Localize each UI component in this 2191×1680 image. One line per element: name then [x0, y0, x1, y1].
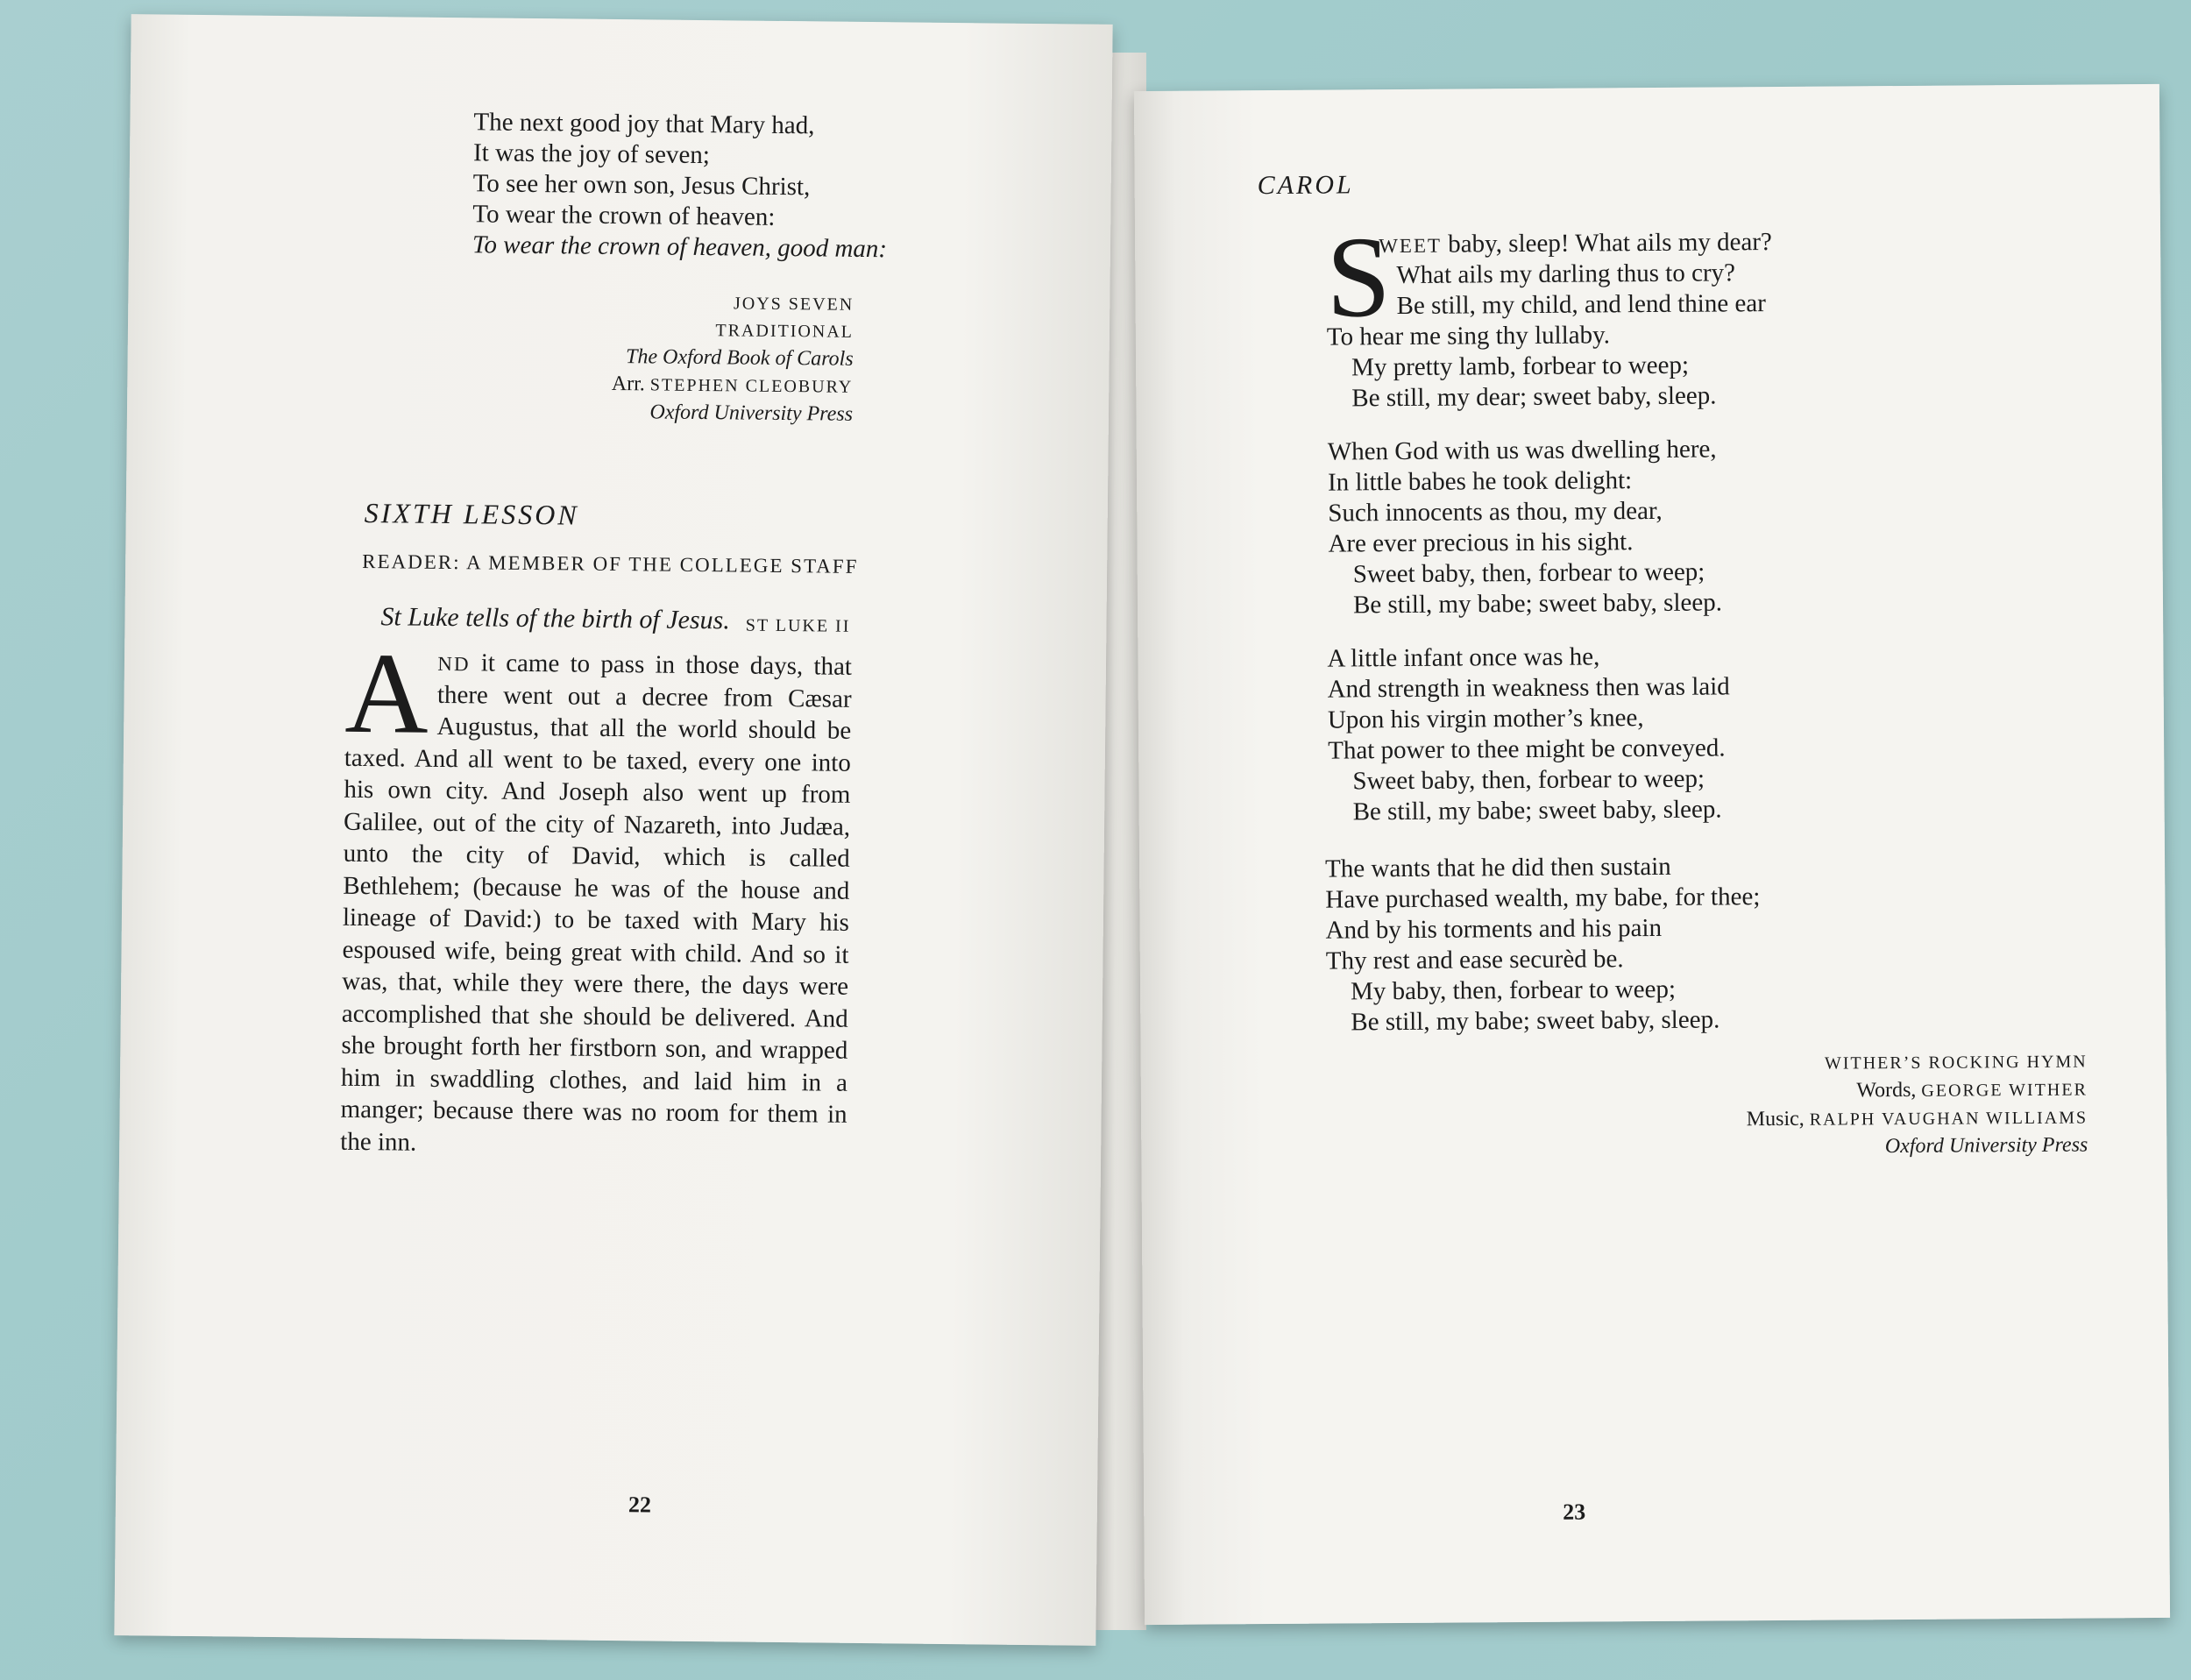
carol-stanza-3 [1327, 641, 1731, 827]
page-number-right: 23 [1563, 1499, 1586, 1525]
lesson-smallcaps: ND [437, 652, 471, 676]
lesson-summary: St Luke tells of the birth of Jesus. [380, 602, 730, 635]
right-page [1134, 84, 2170, 1625]
verse-line: Thy rest and ease securèd be. [1325, 945, 1624, 975]
lesson-reference: ST LUKE II [745, 615, 851, 636]
carol-credit [1597, 1049, 2088, 1163]
credit-words-prefix: Words, [1856, 1078, 1917, 1102]
verse-line: A little infant once was he, [1327, 642, 1600, 673]
credit-source: TRADITIONAL [715, 321, 854, 342]
verse-line: Sweet baby, then, forbear to weep; [1352, 764, 1705, 796]
credit-publisher: Oxford University Press [649, 401, 854, 426]
verse-line: When God with us was dwelling here, [1327, 435, 1717, 466]
verse-line [1326, 227, 1772, 261]
verse-line: What ails my darling thus to cry? [1396, 259, 1736, 290]
carol-dropcap: S [1325, 212, 1392, 342]
verse-line: To wear the crown of heaven: [472, 200, 776, 231]
credit-arranger: STEPHEN CLEOBURY [649, 375, 854, 397]
joys-seven-credit [415, 287, 854, 429]
lesson-heading: SIXTH LESSON [364, 497, 579, 531]
credit-words-line [1597, 1076, 2088, 1108]
verse-line: Are ever precious in his sight. [1328, 528, 1634, 558]
verse-line: Sweet baby, then, forbear to weep; [1352, 557, 1705, 589]
lesson-reader: READER: A MEMBER OF THE COLLEGE STAFF [362, 549, 859, 578]
credit-publisher: Oxford University Press [1884, 1133, 2088, 1159]
verse-line: Such innocents as thou, my dear, [1328, 496, 1663, 528]
verse-line: To see her own son, Jesus Christ, [472, 169, 811, 202]
carol-heading: CAROL [1257, 170, 1354, 201]
lesson-dropcap: A [344, 627, 429, 758]
carol-stanza-2 [1328, 434, 1722, 620]
verse-line: To hear me sing thy lullaby. [1326, 321, 1611, 351]
verse-line: It was the joy of seven; [472, 138, 711, 170]
verse-line: That power to thee might be conveyed. [1328, 734, 1726, 765]
credit-book: The Oxford Book of Carols [625, 345, 854, 371]
verse-line: The wants that he did then sustain [1324, 852, 1671, 883]
verse-line: Be still, my babe; sweet baby, sleep. [1351, 1005, 1720, 1037]
credit-arr-prefix: Arr. [611, 372, 645, 396]
credit-music-author: RALPH VAUGHAN WILLIAMS [1809, 1108, 2088, 1130]
verse-line: Be still, my dear; sweet baby, sleep. [1351, 381, 1717, 413]
verse-line: Upon his virgin mother’s knee, [1327, 704, 1644, 734]
verse-line: In little babes he took delight: [1327, 466, 1633, 497]
carol-first-line: baby, sleep! What ails my dear? [1441, 228, 1772, 259]
verse-line: Be still, my babe; sweet baby, sleep. [1352, 795, 1722, 826]
carol-smallcaps: WEET [1379, 234, 1443, 258]
verse-line: The next good joy that Mary had, [473, 108, 815, 140]
lesson-body: it came to pass in those days, that there went out a decree from Cæsar Augustus, that all the world should be taxed. And all went to be taxed, every one into his own city. And Joseph also went up from Galilee, out of the city of Nazareth, into Judæa, unto the city of David, which is called Bethlehem; (because he was of the house and lineage of David:) to be taxed with Mary his espoused wife, being great with child. And so it was, that, while they were there, the days were accomplished that she should be delivered. And she brought forth her firstborn son, and wrapped him in swaddling clothes, and laid him in a manger; because there was no room for them in the inn. [340, 649, 853, 1157]
credit-title: WITHER’S ROCKING HYMN [1824, 1052, 2088, 1074]
verse-line: And strength in weakness then was laid [1327, 672, 1730, 704]
verse-refrain: To wear the crown of heaven, good man: [472, 230, 888, 264]
lesson-text [340, 627, 853, 1163]
credit-words-author: GEORGE WITHER [1921, 1080, 2088, 1101]
carol-stanza-4 [1325, 851, 1761, 1038]
verse-line: Be still, my babe; sweet baby, sleep. [1352, 588, 1723, 620]
credit-arranger-line [415, 369, 853, 401]
credit-title: JOYS SEVEN [733, 294, 854, 315]
verse-line: My baby, then, forbear to weep; [1350, 975, 1677, 1006]
carol-stanza-1 [1325, 212, 1773, 415]
verse-line: My pretty lamb, forbear to weep; [1351, 351, 1690, 382]
credit-music-prefix: Music, [1746, 1107, 1805, 1131]
joys-seven-verse [472, 107, 889, 265]
verse-line: And by his torments and his pain [1325, 913, 1663, 945]
page-number-left: 22 [628, 1492, 652, 1518]
left-page [114, 14, 1112, 1646]
credit-music-line [1597, 1104, 2088, 1136]
verse-line: Have purchased wealth, my babe, for thee; [1325, 883, 1761, 914]
verse-line: Be still, my child, and lend thine ear [1396, 289, 1766, 321]
